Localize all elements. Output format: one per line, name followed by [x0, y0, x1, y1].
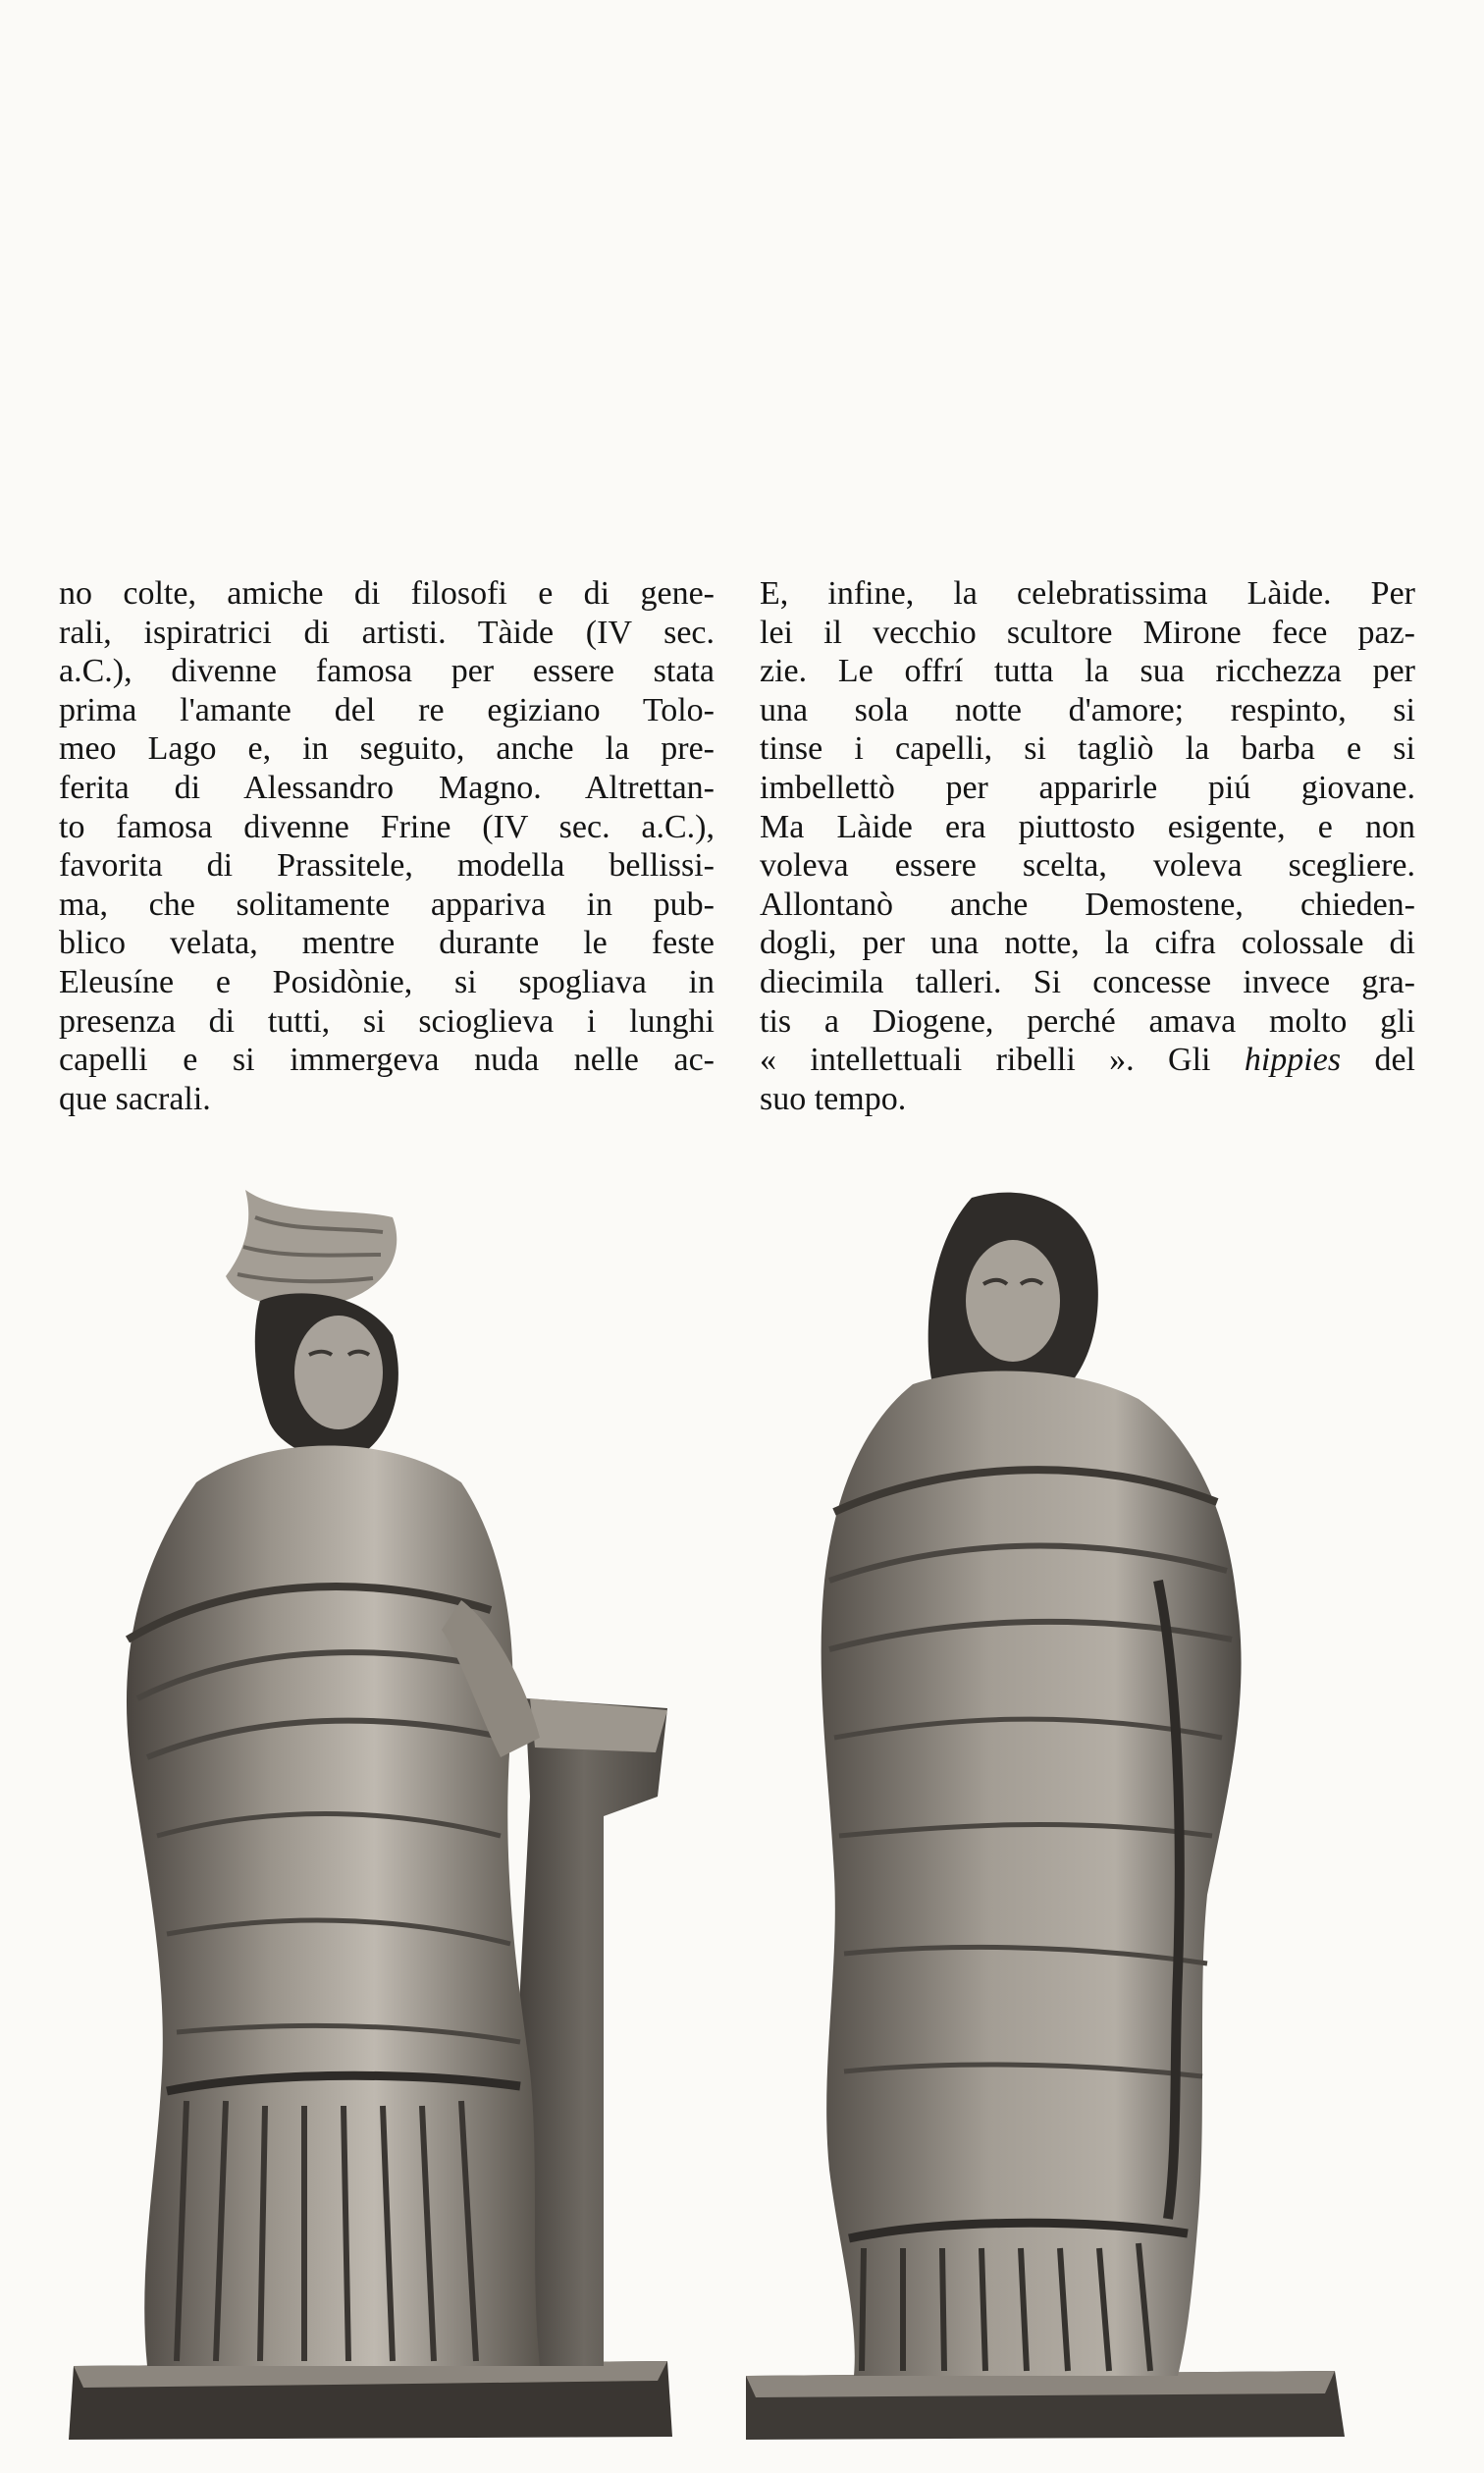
- text-line: diecimila talleri. Si concesse invece gra-: [760, 963, 1415, 1000]
- text-line: suo tempo.: [760, 1080, 907, 1117]
- text-line: prima l'amante del re egiziano Tolo-: [59, 691, 715, 728]
- text-line: que sacrali.: [59, 1080, 211, 1117]
- text-line: Ma Làide era piuttosto esigente, e non: [760, 808, 1415, 845]
- text-line: meo Lago e, in seguito, anche la pre-: [59, 730, 715, 768]
- left-text-column: [59, 574, 715, 1118]
- text-line: Allontanò anche Demostene, chieden-: [760, 886, 1415, 923]
- text-line: no colte, amiche di filosofi e di gene-: [59, 575, 715, 612]
- terracotta-figure-with-hat-icon: [69, 1188, 697, 2445]
- text-line: capelli e si immergeva nuda nelle ac-: [59, 1042, 715, 1079]
- text-line: ferita di Alessandro Magno. Altrettan-: [59, 769, 715, 806]
- text-line: tinse i capelli, si tagliò la barba e si: [760, 730, 1415, 768]
- text-line: rali, ispiratrici di artisti. Tàide (IV sec.: [59, 614, 715, 651]
- text-line: dogli, per una notte, la cifra colossale di: [760, 925, 1415, 962]
- terracotta-figure-with-hat: [69, 1188, 697, 2445]
- text-line: tis a Diogene, perché amava molto gli: [760, 1002, 1415, 1040]
- right-text-column: [760, 574, 1415, 1118]
- text-line: ma, che solitamente appariva in pub-: [59, 886, 715, 923]
- terracotta-veiled-figure-icon: [746, 1188, 1354, 2445]
- text-line: « intellettuali ribelli ». Gli hippies del: [760, 1042, 1415, 1079]
- text-line: una sola notte d'amore; respinto, si: [760, 691, 1415, 728]
- text-line: E, infine, la celebratissima Làide. Per: [760, 575, 1415, 612]
- text-line: imbellettò per apparirle piú giovane.: [760, 769, 1415, 806]
- text-line: presenza di tutti, si scioglieva i lunghi: [59, 1002, 715, 1040]
- text-line: Eleusíne e Posidònie, si spogliava in: [59, 963, 715, 1000]
- text-line: lei il vecchio scultore Mirone fece paz-: [760, 614, 1415, 651]
- text-line: favorita di Prassitele, modella bellissi-: [59, 847, 715, 885]
- text-line: voleva essere scelta, voleva scegliere.: [760, 847, 1415, 885]
- terracotta-veiled-figure: [746, 1188, 1354, 2445]
- text-line: a.C.), divenne famosa per essere stata: [59, 653, 715, 690]
- text-line: to famosa divenne Frine (IV sec. a.C.),: [59, 808, 715, 845]
- text-line: zie. Le offrí tutta la sua ricchezza per: [760, 653, 1415, 690]
- text-line: blico velata, mentre durante le feste: [59, 925, 715, 962]
